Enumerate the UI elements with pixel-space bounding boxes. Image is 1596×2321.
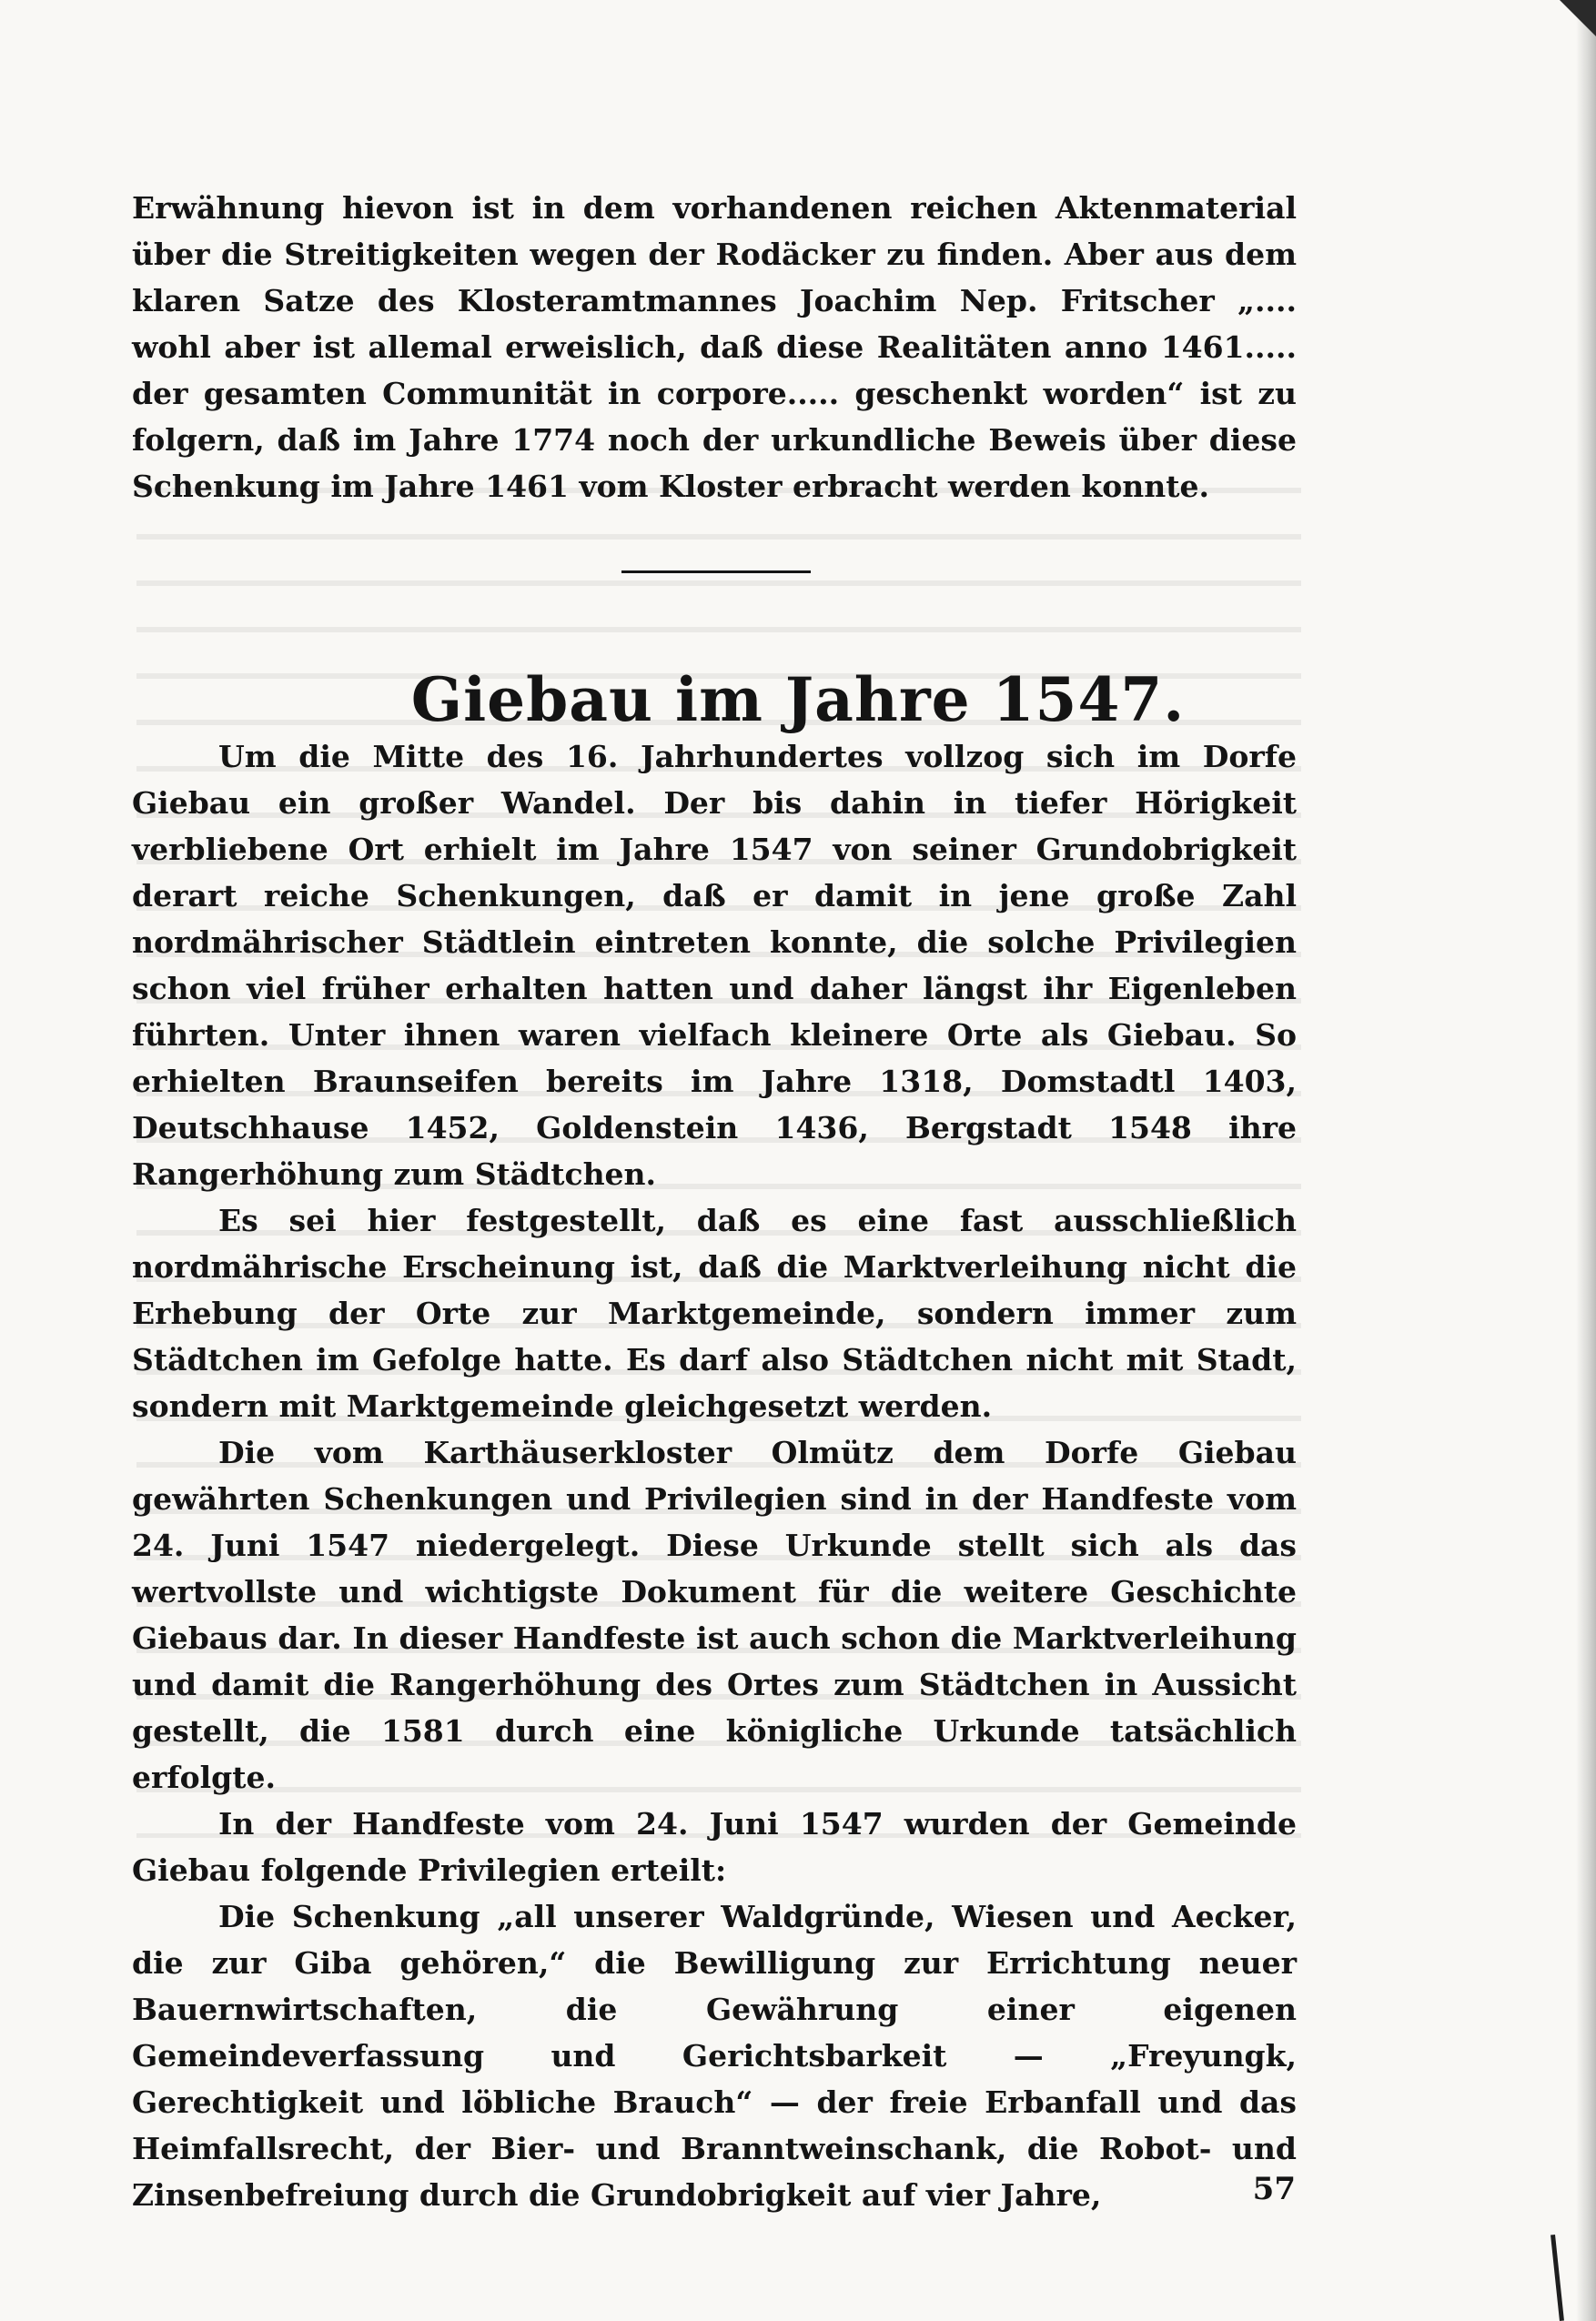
section-divider: [621, 570, 811, 573]
page-number: 57: [1252, 2171, 1296, 2207]
scan-artifact-mark: [1551, 2235, 1564, 2321]
section-title: Giebau im Jahre 1547.: [410, 664, 1186, 736]
scan-edge: [1576, 0, 1596, 2321]
top-text-block: [132, 185, 1297, 510]
paragraph-5: Die Schenkung „all unserer Waldgründe, Wiesen und Aecker, die zur Giba gehören,“ die Bewilligung zur Errichtung neuer Bauernwirtschaften, die Gewährung einer eigenen Gemeindeverfassung und Gerichtsbarkeit — „Freyungk, Gerechtigkeit und löbliche Brauch“ — der freie Erbanfall und das Heimfallsrecht, der Bier- und Branntweinschank, die Robot- und Zinsenbefreiung durch die Grundobrigkeit auf vier Jahre,: [132, 1899, 1297, 2213]
top-paragraph: Erwähnung hievon ist in dem vorhandenen reichen Aktenmaterial über die Streitigkeiten wegen der Rodäcker zu finden. Aber aus dem klaren Satze des Klosteramtmannes Joachim Nep. Fritscher „.... wohl aber ist allemal erweislich, daß diese Realitäten anno 1461..... der gesamten Communität in corpore..... geschenkt worden“ ist zu folgern, daß im Jahre 1774 noch der urkundliche Beweis über diese Schenkung im Jahre 1461 vom Kloster erbracht werden konnte.: [132, 190, 1297, 504]
paragraph-2: Es sei hier festgestellt, daß es eine fast ausschließlich nordmährische Erscheinung ist, daß die Marktverleihung nicht die Erhebung der Orte zur Marktgemeinde, sondern immer zum Städtchen im Gefolge hatte. Es darf also Städtchen nicht mit Stadt, sondern mit Marktgemeinde gleichgesetzt werden.: [132, 1203, 1297, 1424]
paragraph-3: Die vom Karthäuserkloster Olmütz dem Dorfe Giebau gewährten Schenkungen und Privilegien sind in der Handfeste vom 24. Juni 1547 niedergelegt. Diese Urkunde stellt sich als das wertvollste und wichtigste Dokument für die weitere Geschichte Giebaus dar. In dieser Handfeste ist auch schon die Marktverleihung und damit die Rangerhöhung des Ortes zum Städtchen in Aussicht gestellt, die 1581 durch eine königliche Urkunde tatsächlich erfolgte.: [132, 1435, 1297, 1795]
paragraph-1: Um die Mitte des 16. Jahrhundertes vollzog sich im Dorfe Giebau ein großer Wandel. Der bis dahin in tiefer Hörigkeit verbliebene Ort erhielt im Jahre 1547 von seiner Grundobrigkeit derart reiche Schenkungen, daß er damit in jene große Zahl nordmährischer Städtlein eintreten konnte, die solche Privilegien schon viel früher erhalten hatten und daher längst ihr Eigenleben führten. Unter ihnen waren vielfach kleinere Orte als Giebau. So erhielten Braunseifen bereits im Jahre 1318, Domstadtl 1403, Deutschhause 1452, Goldenstein 1436, Bergstadt 1548 ihre Rangerhöhung zum Städtchen.: [132, 739, 1297, 1192]
scan-corner-mark: [1560, 0, 1596, 36]
main-text-block: [132, 733, 1297, 2218]
paragraph-4: In der Handfeste vom 24. Juni 1547 wurden der Gemeinde Giebau folgende Privilegien erteilt:: [132, 1806, 1297, 1888]
